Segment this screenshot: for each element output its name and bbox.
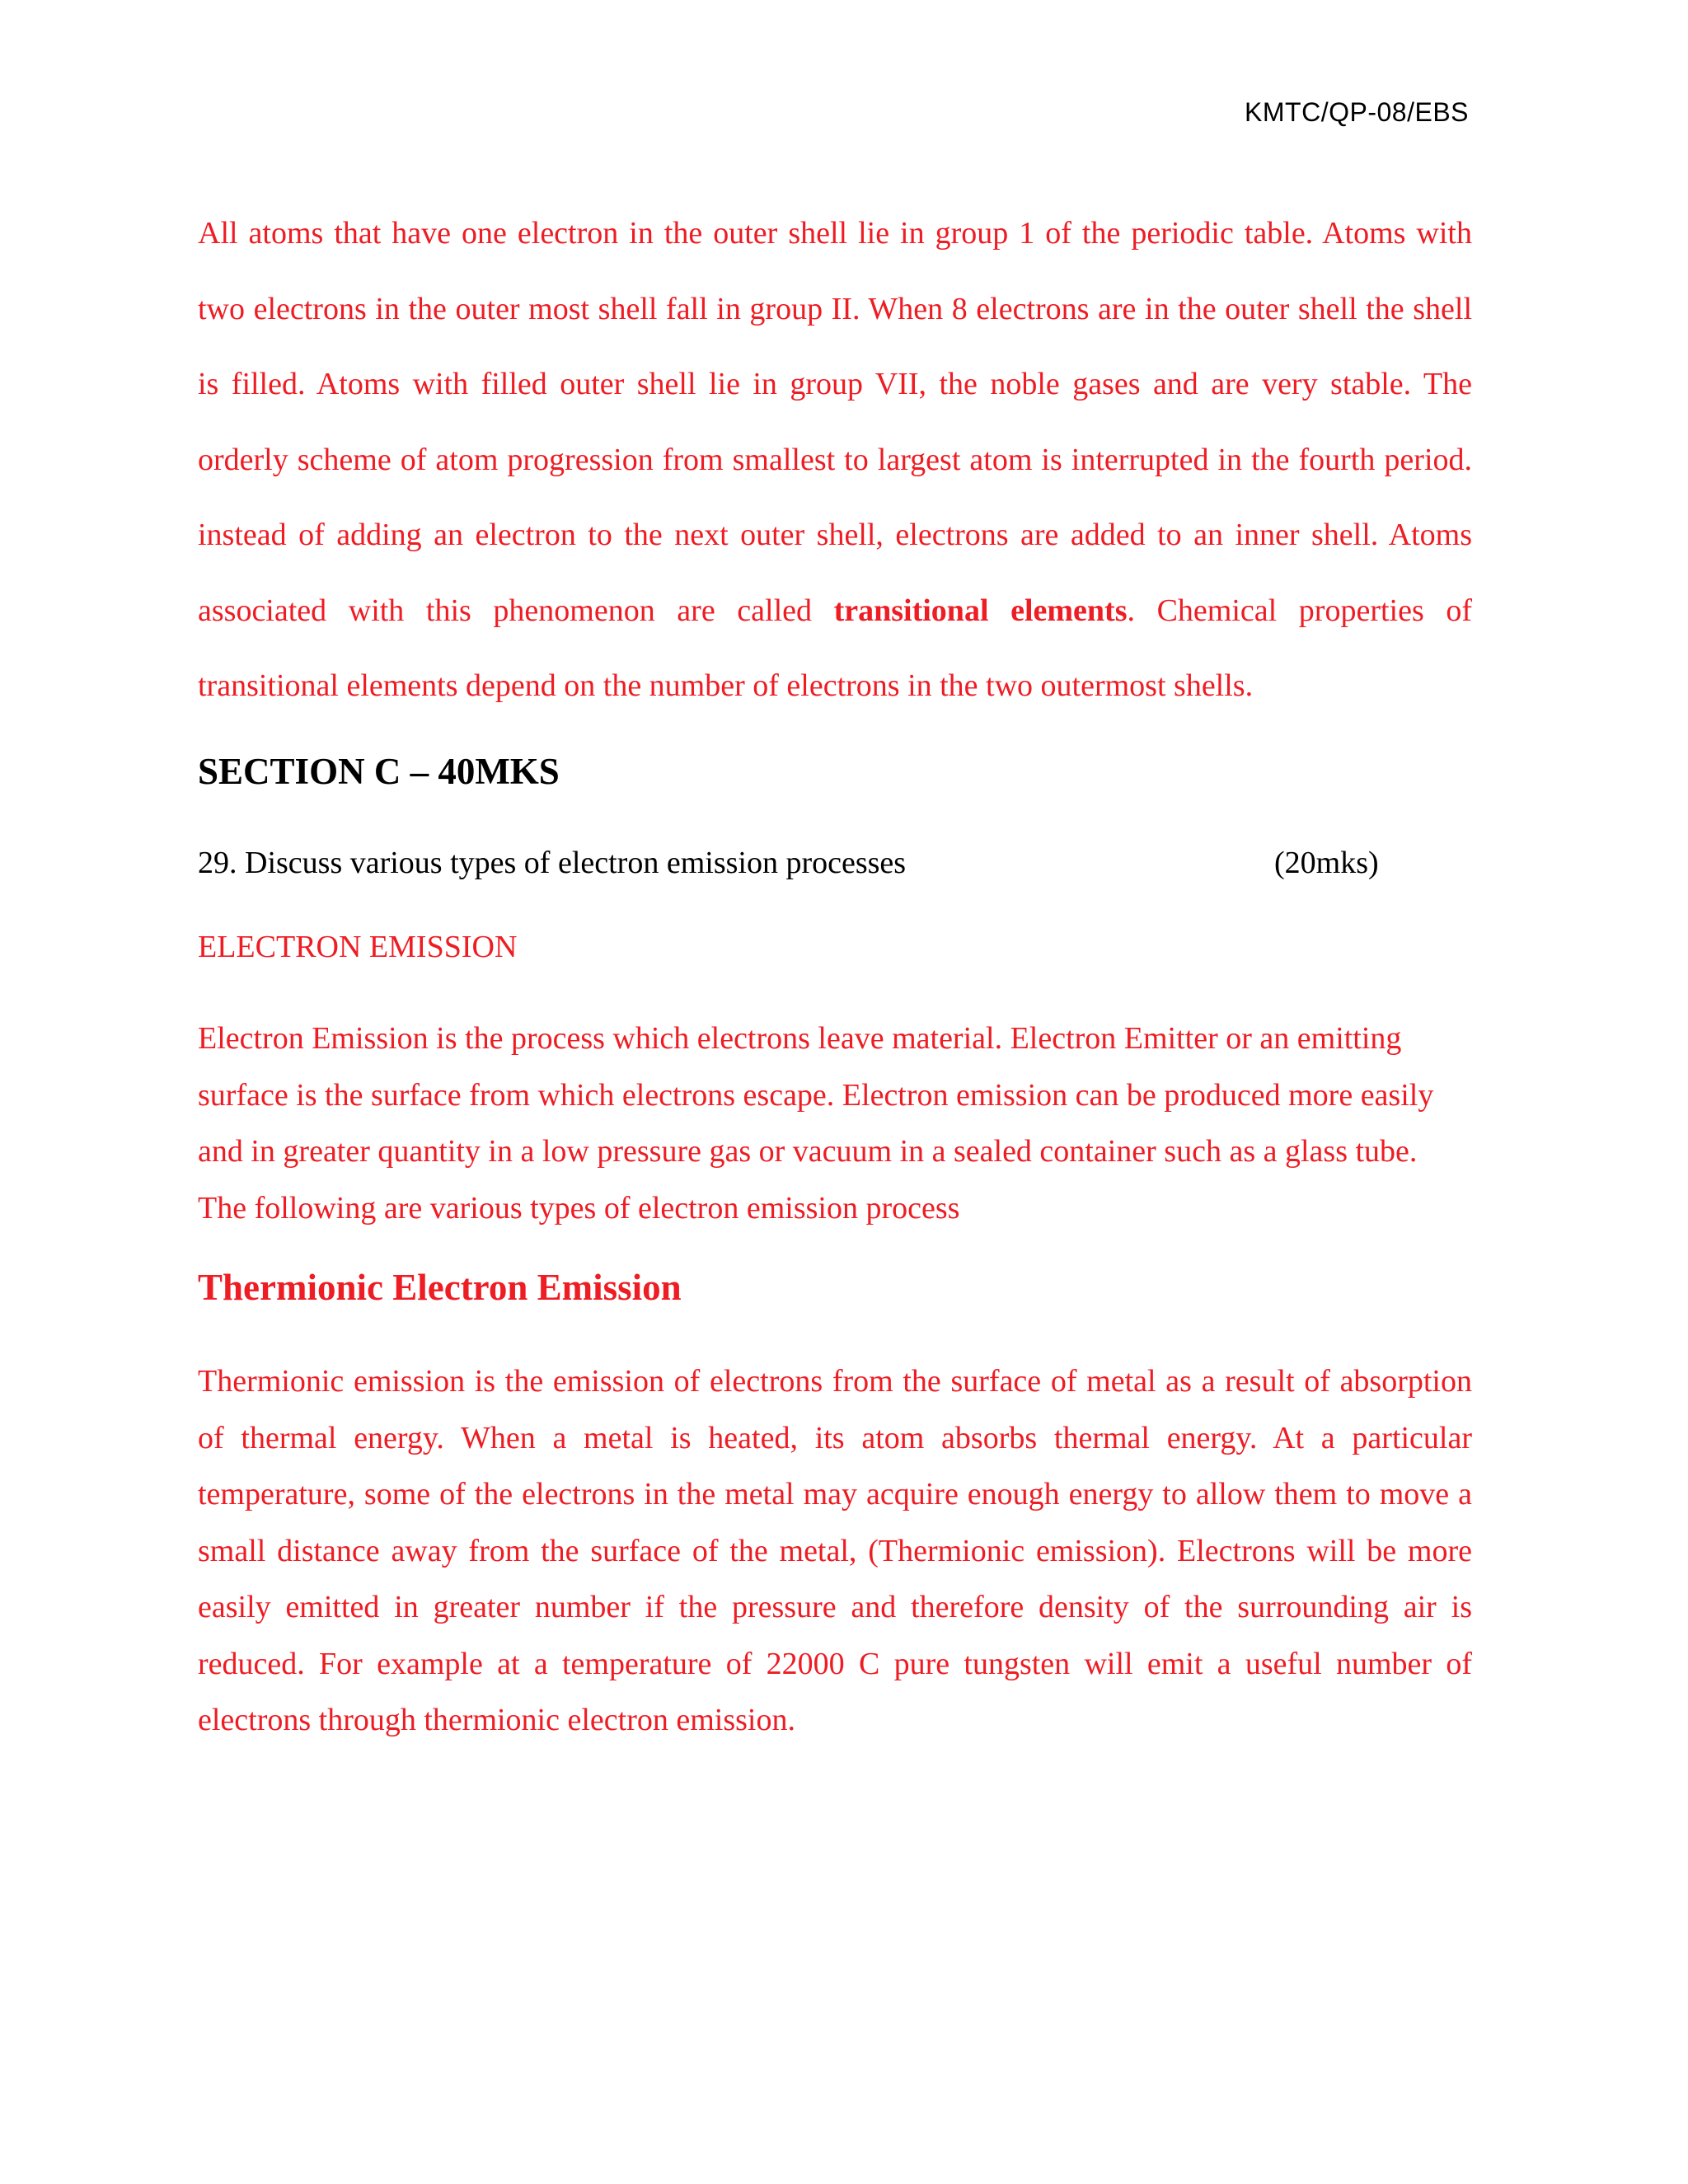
question-text: 29. Discuss various types of electron emission processes <box>198 846 907 880</box>
electron-emission-paragraph: Electron Emission is the process which electrons leave material. Electron Emitter or an emitting surface is the surface from which electrons escape. Electron emission can be produced more easily and in greater quantity in a low pressure gas or vacuum in a sealed container such as a glass tube. The following are various types of electron emission process <box>198 1021 1434 1226</box>
thermionic-heading: Thermionic Electron Emission <box>198 1267 682 1308</box>
section-heading: SECTION C – 40MKS <box>198 751 560 792</box>
intro-text-part2: . Chemical properties of transitional elements depend on the number of electrons in the two outermost shells. <box>198 593 1472 703</box>
thermionic-paragraph: Thermionic emission is the emission of electrons from the surface of metal as a result of absorption of thermal energy. When a metal is heated, its atom absorbs thermal energy. At a particular temperature, some of the electrons in the metal may acquire enough energy to allow them to move a small distance away from the surface of the metal, (Thermionic emission). Electrons will be more easily emitted in greater number if the pressure and therefore density of the surrounding air is reduced. For example at a temperature of 22000 C pure tungsten will emit a useful number of electrons through thermionic electron emission. <box>198 1364 1472 1737</box>
intro-paragraph <box>198 196 1472 724</box>
question-marks: (20mks) <box>1274 846 1379 880</box>
intro-text-part1: All atoms that have one electron in the outer shell lie in group 1 of the periodic table. Atoms with two electrons in the outer most shell fall in group II. When 8 electrons are in the outer shell the shell is filled. Atoms with filled outer shell lie in group VII, the noble gases and are very stable. The orderly scheme of atom progression from smallest to largest atom is interrupted in the fourth period. instead of adding an electron to the next outer shell, electrons are added to an inner shell. Atoms associated with this phenomenon are called <box>198 216 1472 628</box>
bold-term-transitional-elements: transitional elements <box>833 593 1128 628</box>
question-29 <box>198 842 1472 883</box>
document-code: KMTC/QP-08/EBS <box>1245 97 1469 127</box>
electron-emission-title: ELECTRON EMISSION <box>198 930 518 964</box>
